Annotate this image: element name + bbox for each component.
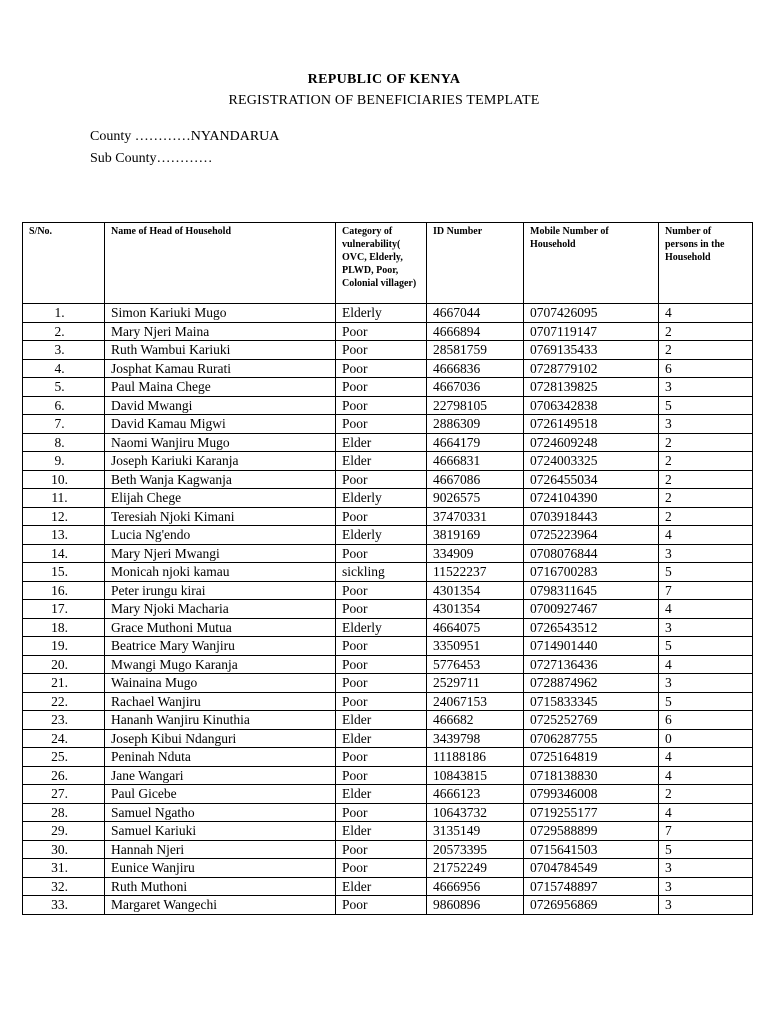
row-sno: 11. [23,489,105,508]
row-id-number: 4667086 [427,470,524,489]
row-mobile: 0726543512 [524,618,659,637]
row-persons: 3 [659,859,753,878]
row-name: Joseph Kibui Ndanguri [105,729,336,748]
row-mobile: 0707426095 [524,304,659,323]
row-persons: 3 [659,415,753,434]
column-header-name: Name of Head of Household [105,223,336,304]
row-sno: 32. [23,877,105,896]
row-persons: 4 [659,803,753,822]
row-category: Poor [336,341,427,360]
row-category: Poor [336,359,427,378]
row-category: Poor [336,378,427,397]
row-name: Ruth Wambui Kariuki [105,341,336,360]
row-category: Elderly [336,618,427,637]
row-name: Josphat Kamau Rurati [105,359,336,378]
column-header-persons: Number of persons in the Household [659,223,753,304]
row-mobile: 0706287755 [524,729,659,748]
row-mobile: 0706342838 [524,396,659,415]
row-category: Elder [336,729,427,748]
row-mobile: 0725252769 [524,711,659,730]
row-name: Elijah Chege [105,489,336,508]
row-mobile: 0724609248 [524,433,659,452]
row-persons: 4 [659,304,753,323]
row-name: Ruth Muthoni [105,877,336,896]
row-persons: 5 [659,563,753,582]
table-row [23,618,753,637]
row-name: Peninah Nduta [105,748,336,767]
row-id-number: 4666836 [427,359,524,378]
row-category: Elder [336,877,427,896]
row-id-number: 9026575 [427,489,524,508]
row-category: Poor [336,637,427,656]
table-row [23,785,753,804]
row-category: Elderly [336,489,427,508]
row-mobile: 0715641503 [524,840,659,859]
row-name: Mary Njeri Maina [105,322,336,341]
row-id-number: 4666956 [427,877,524,896]
row-sno: 14. [23,544,105,563]
row-name: Naomi Wanjiru Mugo [105,433,336,452]
row-mobile: 0726455034 [524,470,659,489]
table-row [23,748,753,767]
row-name: David Kamau Migwi [105,415,336,434]
table-row [23,803,753,822]
row-category: Poor [336,859,427,878]
row-persons: 7 [659,822,753,841]
row-id-number: 5776453 [427,655,524,674]
row-persons: 4 [659,600,753,619]
beneficiaries-table [22,222,753,915]
row-sno: 6. [23,396,105,415]
sub-county-field: Sub County………… [90,151,213,166]
row-category: Elder [336,822,427,841]
row-mobile: 0716700283 [524,563,659,582]
row-id-number: 24067153 [427,692,524,711]
row-sno: 20. [23,655,105,674]
row-persons: 4 [659,748,753,767]
row-persons: 2 [659,785,753,804]
table-row [23,489,753,508]
row-id-number: 4664075 [427,618,524,637]
row-sno: 2. [23,322,105,341]
row-sno: 33. [23,896,105,915]
row-id-number: 4667036 [427,378,524,397]
row-name: Samuel Ngatho [105,803,336,822]
row-sno: 4. [23,359,105,378]
row-mobile: 0704784549 [524,859,659,878]
row-id-number: 3439798 [427,729,524,748]
table-row [23,396,753,415]
row-mobile: 0715833345 [524,692,659,711]
row-mobile: 0726149518 [524,415,659,434]
table-row [23,896,753,915]
row-mobile: 0727136436 [524,655,659,674]
row-name: Paul Maina Chege [105,378,336,397]
row-persons: 4 [659,766,753,785]
row-persons: 0 [659,729,753,748]
table-body [23,304,753,915]
row-persons: 2 [659,507,753,526]
row-persons: 5 [659,637,753,656]
row-name: Rachael Wanjiru [105,692,336,711]
table-row [23,544,753,563]
row-mobile: 0798311645 [524,581,659,600]
row-name: Beth Wanja Kagwanja [105,470,336,489]
table-row [23,526,753,545]
column-header-category: Category of vulnerability( OVC, Elderly, PLWD, Poor, Colonial villager) [336,223,427,304]
row-sno: 21. [23,674,105,693]
document-title: REPUBLIC OF KENYA [307,72,461,87]
row-name: Mary Njeri Mwangi [105,544,336,563]
row-id-number: 4666123 [427,785,524,804]
row-mobile: 0728874962 [524,674,659,693]
row-name: Margaret Wangechi [105,896,336,915]
row-category: Poor [336,840,427,859]
row-category: Elderly [336,304,427,323]
row-id-number: 334909 [427,544,524,563]
row-persons: 3 [659,896,753,915]
table-row [23,600,753,619]
table-row [23,341,753,360]
row-name: Mary Njoki Macharia [105,600,336,619]
row-category: Poor [336,415,427,434]
row-category: Elderly [336,526,427,545]
row-category: Poor [336,507,427,526]
row-sno: 24. [23,729,105,748]
row-mobile: 0729588899 [524,822,659,841]
row-sno: 1. [23,304,105,323]
table-row [23,692,753,711]
row-category: Poor [336,544,427,563]
row-persons: 2 [659,433,753,452]
row-id-number: 466682 [427,711,524,730]
table-row [23,378,753,397]
row-name: Beatrice Mary Wanjiru [105,637,336,656]
row-persons: 6 [659,711,753,730]
row-name: Simon Kariuki Mugo [105,304,336,323]
table-row [23,322,753,341]
row-id-number: 4301354 [427,581,524,600]
row-id-number: 22798105 [427,396,524,415]
row-sno: 8. [23,433,105,452]
table-row [23,415,753,434]
table-row [23,470,753,489]
row-id-number: 20573395 [427,840,524,859]
row-id-number: 28581759 [427,341,524,360]
row-category: Poor [336,896,427,915]
table-row [23,637,753,656]
row-id-number: 3819169 [427,526,524,545]
row-category: Poor [336,748,427,767]
row-sno: 27. [23,785,105,804]
row-sno: 13. [23,526,105,545]
row-id-number: 4667044 [427,304,524,323]
row-sno: 25. [23,748,105,767]
row-id-number: 11522237 [427,563,524,582]
row-id-number: 11188186 [427,748,524,767]
row-mobile: 0769135433 [524,341,659,360]
row-category: Elder [336,452,427,471]
row-sno: 19. [23,637,105,656]
row-category: Poor [336,766,427,785]
row-name: Hananh Wanjiru Kinuthia [105,711,336,730]
row-mobile: 0799346008 [524,785,659,804]
row-name: David Mwangi [105,396,336,415]
row-sno: 9. [23,452,105,471]
row-persons: 3 [659,378,753,397]
table-row [23,729,753,748]
row-sno: 28. [23,803,105,822]
column-header-sno: S/No. [23,223,105,304]
row-sno: 30. [23,840,105,859]
row-name: Hannah Njeri [105,840,336,859]
row-mobile: 0714901440 [524,637,659,656]
row-persons: 2 [659,322,753,341]
table-row [23,452,753,471]
row-name: Teresiah Njoki Kimani [105,507,336,526]
row-mobile: 0724003325 [524,452,659,471]
row-category: Elder [336,785,427,804]
row-mobile: 0726956869 [524,896,659,915]
document-subtitle: REGISTRATION OF BENEFICIARIES TEMPLATE [228,93,540,108]
row-persons: 2 [659,452,753,471]
row-persons: 7 [659,581,753,600]
row-persons: 3 [659,674,753,693]
row-category: Poor [336,803,427,822]
column-header-mobile: Mobile Number of Household [524,223,659,304]
row-name: Monicah njoki kamau [105,563,336,582]
row-persons: 4 [659,655,753,674]
row-mobile: 0707119147 [524,322,659,341]
row-persons: 3 [659,877,753,896]
row-id-number: 9860896 [427,896,524,915]
row-sno: 5. [23,378,105,397]
row-sno: 12. [23,507,105,526]
row-mobile: 0728779102 [524,359,659,378]
row-mobile: 0715748897 [524,877,659,896]
row-category: Poor [336,581,427,600]
row-sno: 3. [23,341,105,360]
row-sno: 31. [23,859,105,878]
row-mobile: 0719255177 [524,803,659,822]
row-category: Elder [336,711,427,730]
row-persons: 3 [659,618,753,637]
row-id-number: 10643732 [427,803,524,822]
row-name: Jane Wangari [105,766,336,785]
row-mobile: 0725164819 [524,748,659,767]
row-persons: 4 [659,526,753,545]
row-mobile: 0718138830 [524,766,659,785]
table-row [23,655,753,674]
row-id-number: 4666831 [427,452,524,471]
row-category: Poor [336,692,427,711]
row-persons: 5 [659,692,753,711]
row-category: Elder [336,433,427,452]
row-category: Poor [336,470,427,489]
table-row [23,840,753,859]
row-id-number: 2886309 [427,415,524,434]
row-sno: 16. [23,581,105,600]
table-row [23,674,753,693]
table-header-row [23,223,753,304]
row-id-number: 3135149 [427,822,524,841]
row-sno: 15. [23,563,105,582]
table-row [23,359,753,378]
table-row [23,859,753,878]
row-sno: 22. [23,692,105,711]
row-sno: 10. [23,470,105,489]
row-sno: 29. [23,822,105,841]
row-name: Peter irungu kirai [105,581,336,600]
table-row [23,304,753,323]
row-name: Samuel Kariuki [105,822,336,841]
row-sno: 26. [23,766,105,785]
row-name: Grace Muthoni Mutua [105,618,336,637]
row-id-number: 37470331 [427,507,524,526]
row-sno: 7. [23,415,105,434]
row-name: Joseph Kariuki Karanja [105,452,336,471]
row-mobile: 0725223964 [524,526,659,545]
row-id-number: 4301354 [427,600,524,619]
row-category: sickling [336,563,427,582]
row-id-number: 21752249 [427,859,524,878]
row-mobile: 0724104390 [524,489,659,508]
row-id-number: 3350951 [427,637,524,656]
row-id-number: 2529711 [427,674,524,693]
row-persons: 5 [659,840,753,859]
row-mobile: 0700927467 [524,600,659,619]
row-category: Poor [336,674,427,693]
table-row [23,711,753,730]
row-name: Lucia Ng'endo [105,526,336,545]
row-name: Eunice Wanjiru [105,859,336,878]
row-id-number: 10843815 [427,766,524,785]
row-name: Paul Gicebe [105,785,336,804]
row-sno: 23. [23,711,105,730]
row-id-number: 4666894 [427,322,524,341]
row-category: Poor [336,396,427,415]
row-mobile: 0703918443 [524,507,659,526]
row-mobile: 0708076844 [524,544,659,563]
row-id-number: 4664179 [427,433,524,452]
row-name: Mwangi Mugo Karanja [105,655,336,674]
row-persons: 6 [659,359,753,378]
row-mobile: 0728139825 [524,378,659,397]
row-persons: 3 [659,544,753,563]
table-row [23,507,753,526]
row-sno: 17. [23,600,105,619]
row-category: Poor [336,655,427,674]
row-category: Poor [336,322,427,341]
row-category: Poor [336,600,427,619]
table-row [23,822,753,841]
table-row [23,766,753,785]
table-row [23,563,753,582]
table-row [23,877,753,896]
table-row [23,581,753,600]
row-persons: 5 [659,396,753,415]
column-header-id-number: ID Number [427,223,524,304]
table-row [23,433,753,452]
row-sno: 18. [23,618,105,637]
row-persons: 2 [659,470,753,489]
row-persons: 2 [659,489,753,508]
county-field: County …………NYANDARUA [90,129,280,144]
row-persons: 2 [659,341,753,360]
row-name: Wainaina Mugo [105,674,336,693]
